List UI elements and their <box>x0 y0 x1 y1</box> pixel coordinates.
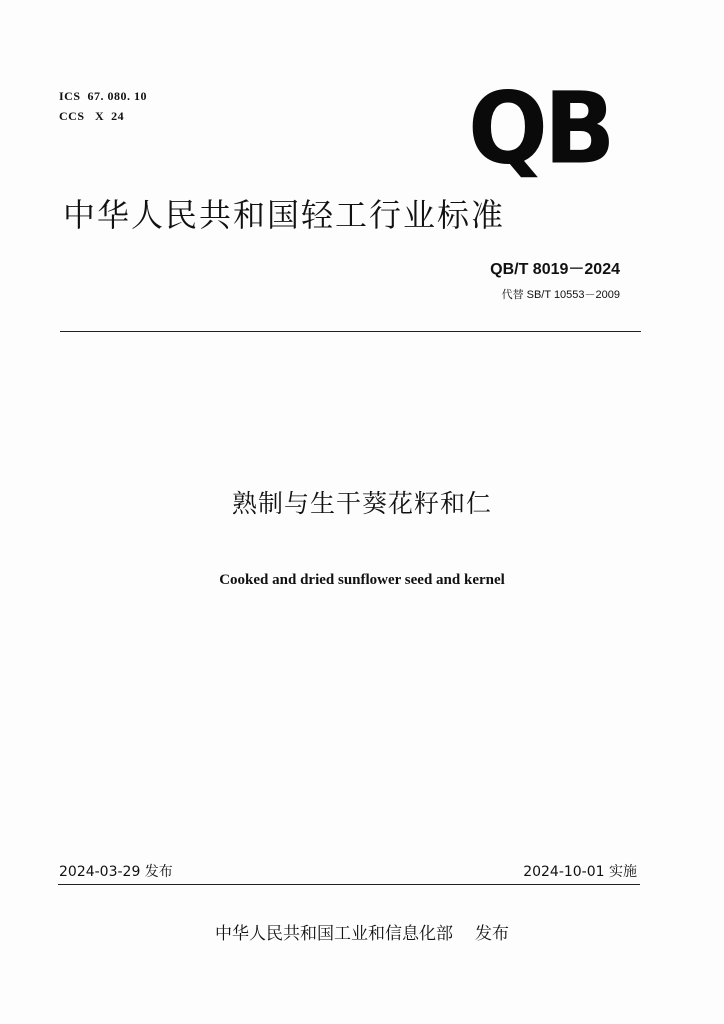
document-title-english: Cooked and dried sunflower seed and kernel <box>219 572 505 588</box>
top-divider <box>60 331 641 332</box>
ccs-code: CCS X 24 <box>59 109 125 123</box>
bottom-divider <box>58 884 640 885</box>
publisher-name: 中华人民共和国工业和信息化部 <box>215 924 453 944</box>
ics-code: ICS 67. 080. 10 <box>59 89 148 103</box>
replaced-standard: 代替 SB/T 10553－2009 <box>501 289 620 301</box>
issue-date: 2024-03-29 发布 <box>59 864 173 880</box>
document-title-chinese: 熟制与生干葵花籽和仁 <box>231 489 492 518</box>
publisher-line <box>0 919 724 944</box>
qb-logo: QB <box>468 72 612 187</box>
publisher-action: 发布 <box>475 924 509 944</box>
classification-codes <box>59 86 147 126</box>
standard-category-title: 中华人民共和国轻工行业标准 <box>63 196 506 234</box>
standard-number: QB/T 8019－2024 <box>490 261 620 278</box>
implementation-date: 2024-10-01 实施 <box>523 864 637 880</box>
